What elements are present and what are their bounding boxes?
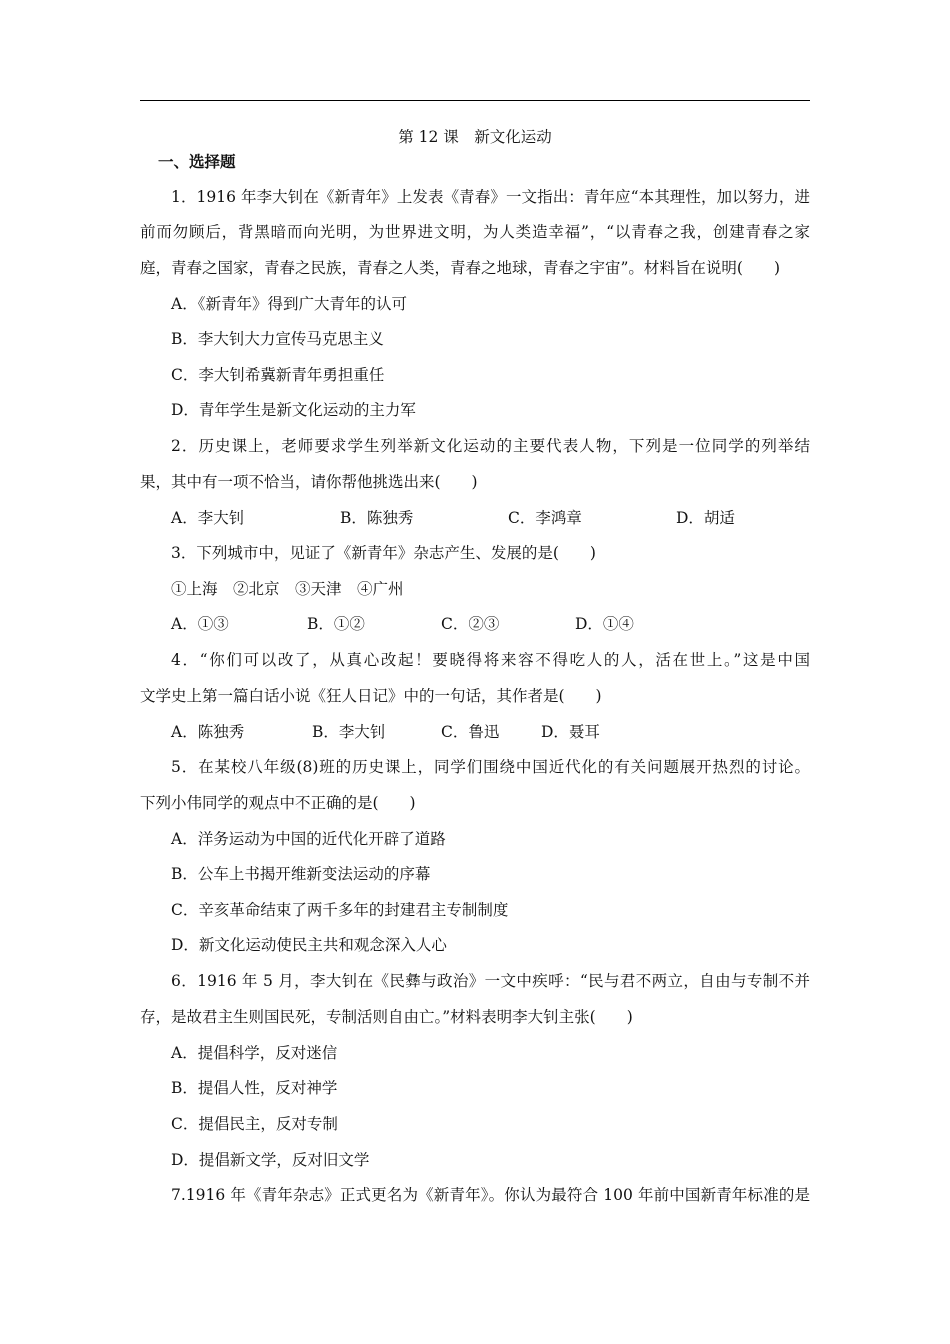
question-2-line-2: 果，其中有一项不恰当，请你帮他挑选出来( ) [140, 473, 478, 491]
question-1-option-d: D．青年学生是新文化运动的主力军 [171, 401, 416, 419]
header-rule [140, 100, 810, 101]
question-6-option-d: D．提倡新文学，反对旧文学 [171, 1151, 370, 1169]
question-2-option-d: D．胡适 [676, 509, 735, 527]
question-5-line-1: 5．在某校八年级(8)班的历史课上，同学们围绕中国近代化的有关问题展开热烈的讨论。 [171, 758, 810, 776]
question-3-line-1: 3．下列城市中，见证了《新青年》杂志产生、发展的是( ) [171, 544, 596, 562]
question-2-option-c: C．李鸿章 [508, 509, 582, 527]
question-6-line-1: 6．1916 年 5 月，李大钊在《民彝与政治》一文中疾呼：“民与君不两立，自由与专制不并 [171, 972, 810, 990]
question-3-option-a: A．①③ [171, 615, 229, 633]
question-5-option-c: C．辛亥革命结束了两千多年的封建君主专制制度 [171, 901, 509, 919]
question-4-option-d: D．聂耳 [541, 723, 600, 741]
question-6-option-b: B．提倡人性，反对神学 [171, 1079, 338, 1097]
question-1-option-b: B．李大钊大力宣传马克思主义 [171, 330, 384, 348]
question-3-option-d: D．①④ [575, 615, 634, 633]
question-6-option-c: C．提倡民主，反对专制 [171, 1115, 338, 1133]
question-1-option-c: C．李大钊希冀新青年勇担重任 [171, 366, 385, 384]
question-4-line-1: 4．“你们可以改了，从真心改起！要晓得将来容不得吃人的人，活在世上。”这是中国 [171, 651, 810, 669]
question-5-option-d: D．新文化运动使民主共和观念深入人心 [171, 936, 447, 954]
question-1-option-a: A．《新青年》得到广大青年的认可 [171, 295, 407, 313]
question-2-option-a: A．李大钊 [171, 509, 245, 527]
question-4-option-c: C．鲁迅 [441, 723, 500, 741]
question-2-option-b: B．陈独秀 [340, 509, 414, 527]
question-7-line-1: 7.1916 年《青年杂志》正式更名为《新青年》。你认为最符合 100 年前中国新青年标准的是 [171, 1186, 810, 1204]
question-1-line-1: 1．1916 年李大钊在《新青年》上发表《青春》一文指出：青年应“本其理性，加以努力，进 [171, 188, 810, 206]
question-2-line-1: 2．历史课上，老师要求学生列举新文化运动的主要代表人物，下列是一位同学的列举结 [171, 437, 810, 455]
question-5-line-2: 下列小伟同学的观点中不正确的是( ) [140, 794, 416, 812]
section-heading: 一、选择题 [158, 152, 236, 171]
question-4-option-b: B．李大钊 [312, 723, 386, 741]
question-5-option-b: B．公车上书揭开维新变法运动的序幕 [171, 865, 431, 883]
question-6-line-2: 存，是故君主生则国民死，专制活则自由亡。”材料表明李大钊主张( ) [140, 1008, 633, 1026]
question-6-option-a: A．提倡科学，反对迷信 [171, 1044, 338, 1062]
question-3-option-b: B．①② [307, 615, 365, 633]
question-5-option-a: A．洋务运动为中国的近代化开辟了道路 [171, 830, 446, 848]
lesson-title: 第 12 课 新文化运动 [398, 128, 552, 146]
question-4-line-2: 文学史上第一篇白话小说《狂人日记》中的一句话，其作者是( ) [140, 687, 602, 705]
question-3-option-c: C．②③ [441, 615, 500, 633]
question-4-option-a: A．陈独秀 [171, 723, 245, 741]
question-1-line-2: 前而勿顾后，背黑暗而向光明，为世界进文明，为人类造幸福”，“以青春之我，创建青春之家 [140, 223, 810, 241]
question-1-line-3: 庭，青春之国家，青春之民族，青春之人类，青春之地球，青春之宇宙”。材料旨在说明( ) [140, 259, 781, 277]
question-3-choices: ①上海 ②北京 ③天津 ④广州 [171, 580, 404, 598]
